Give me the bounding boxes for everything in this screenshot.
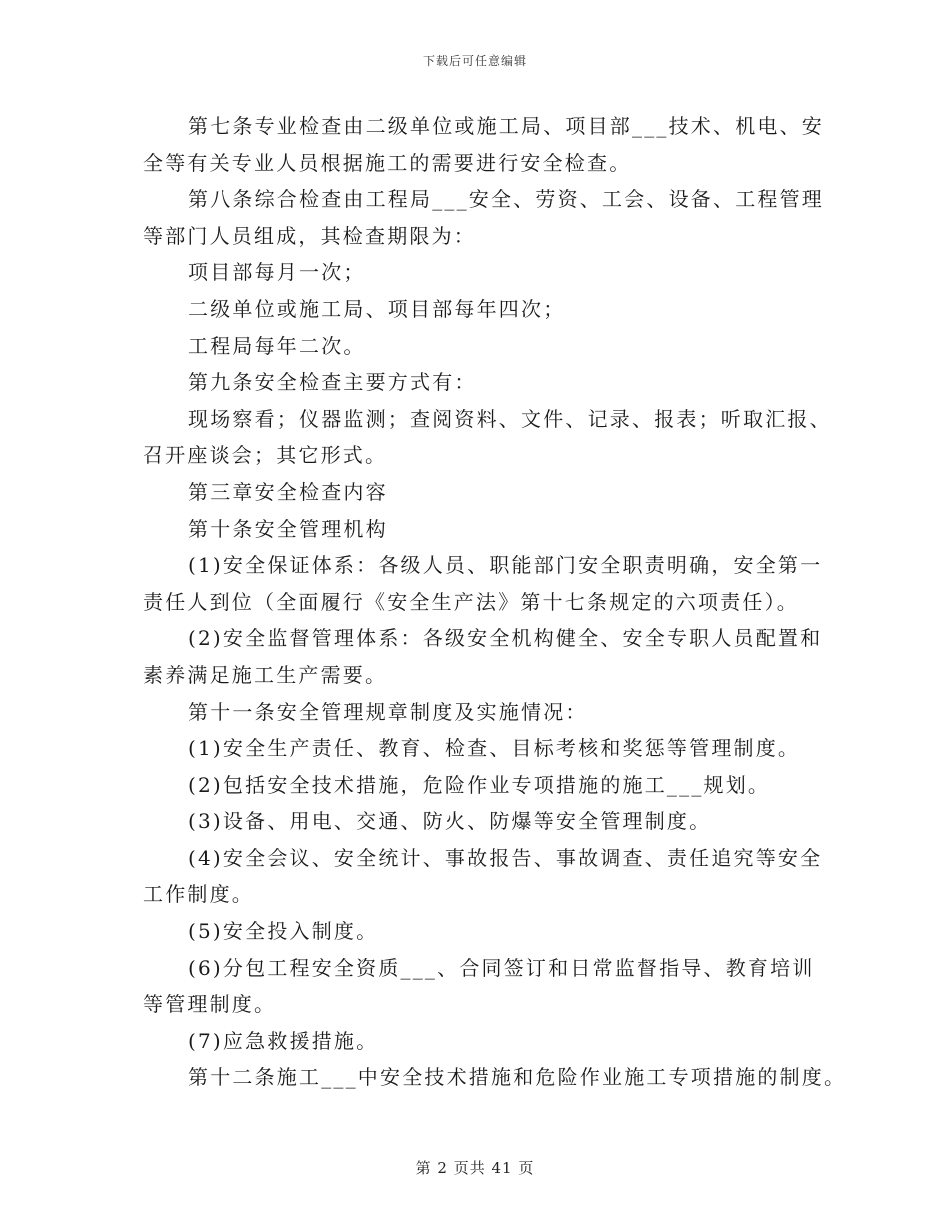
text-line: 第九条安全检查主要方式有： [188,370,477,395]
text-line: 等管理制度。 [143,992,277,1017]
text-line: 工作制度。 [143,882,254,907]
text-line: 召开座谈会；其它形式。 [143,443,388,468]
document-body [143,108,847,1096]
text-line: 素养满足施工生产需要。 [143,662,388,687]
text-line: 现场察看；仪器监测；查阅资料、文件、记录、报表；听取汇报、 [188,406,832,431]
text-line: (1)安全生产责任、教育、检查、目标考核和奖惩等管理制度。 [188,736,801,761]
text-line: 第十一条安全管理规章制度及实施情况： [188,699,588,724]
text-line: (7)应急救援措施。 [188,1028,379,1053]
text-line: (4)安全会议、安全统计、事故报告、事故调查、责任追究等安全 [188,845,823,870]
page-number-footer: 第 2 页共 41 页 [415,1159,535,1177]
text-line: (6)分包工程安全资质___、合同签订和日常监督指导、教育培训 [188,955,815,980]
text-line: 全等有关专业人员根据施工的需要进行安全检查。 [143,150,632,175]
text-line: 等部门人员组成，其检查期限为： [143,223,476,248]
text-line: 第七条专业检查由二级单位或施工局、项目部___技术、机电、安 [188,114,824,138]
text-line: (2)安全监督管理体系：各级安全机构健全、安全专职人员配置和 [188,626,823,651]
text-line: 第十二条施工___中安全技术措施和危险作业施工专项措施的制度。 [188,1065,847,1090]
text-line: (2)包括安全技术措施，危险作业专项措施的施工___规划。 [188,772,771,797]
text-line: (5)安全投入制度。 [188,919,379,944]
text-line: (3)设备、用电、交通、防火、防爆等安全管理制度。 [188,809,712,834]
text-line: 项目部每月一次； [188,260,366,285]
text-line: 二级单位或施工局、项目部每年四次； [188,296,566,321]
page-header: 下载后可任意编辑 [422,54,527,68]
text-line: (1)安全保证体系：各级人员、职能部门安全职责明确，安全第一 [188,553,823,578]
text-line: 第十条安全管理机构 [188,516,388,541]
text-line: 责任人到位（全面履行《安全生产法》第十七条规定的六项责任）。 [143,589,799,614]
chapter-heading: 第三章安全检查内容 [188,479,388,504]
text-line: 第八条综合检查由工程局___安全、劳资、工会、设备、工程管理 [188,187,824,212]
text-line: 工程局每年二次。 [188,333,366,358]
